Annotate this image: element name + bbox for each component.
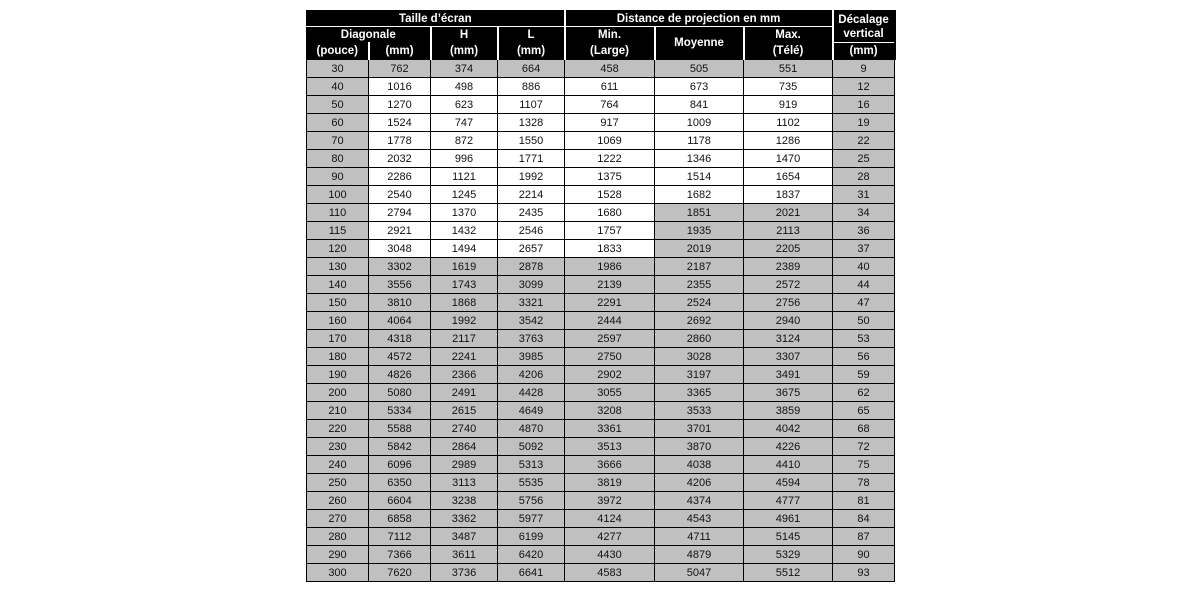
cell-diagonal-inch: 140 (307, 276, 369, 294)
cell-diagonal-mm: 3302 (369, 258, 431, 276)
table-row (307, 420, 895, 438)
cell-vertical-offset: 56 (833, 348, 895, 366)
cell-min-large: 611 (565, 78, 655, 96)
cell-max-tele: 2940 (744, 312, 833, 330)
unit-offset-mm: (mm) (833, 43, 895, 60)
cell-h-mm: 3113 (431, 474, 498, 492)
table-row (307, 510, 895, 528)
cell-h-mm: 498 (431, 78, 498, 96)
cell-min-large: 2902 (565, 366, 655, 384)
cell-h-mm: 2117 (431, 330, 498, 348)
cell-l-mm: 1328 (498, 114, 565, 132)
cell-h-mm: 3238 (431, 492, 498, 510)
unit-max-tele: (Télé) (744, 43, 833, 60)
cell-average: 1682 (655, 186, 744, 204)
cell-diagonal-inch: 260 (307, 492, 369, 510)
table-row (307, 78, 895, 96)
table-row (307, 348, 895, 366)
cell-vertical-offset: 50 (833, 312, 895, 330)
cell-diagonal-inch: 115 (307, 222, 369, 240)
cell-min-large: 1069 (565, 132, 655, 150)
table-row (307, 96, 895, 114)
cell-average: 841 (655, 96, 744, 114)
cell-diagonal-inch: 170 (307, 330, 369, 348)
cell-diagonal-mm: 5080 (369, 384, 431, 402)
cell-vertical-offset: 19 (833, 114, 895, 132)
cell-diagonal-inch: 240 (307, 456, 369, 474)
table-row (307, 474, 895, 492)
cell-diagonal-mm: 4572 (369, 348, 431, 366)
header-max: Max. (744, 27, 833, 43)
table-row (307, 438, 895, 456)
cell-average: 1178 (655, 132, 744, 150)
cell-max-tele: 3124 (744, 330, 833, 348)
cell-l-mm: 886 (498, 78, 565, 96)
table-body (307, 60, 895, 582)
cell-average: 2019 (655, 240, 744, 258)
cell-diagonal-mm: 4064 (369, 312, 431, 330)
cell-diagonal-inch: 160 (307, 312, 369, 330)
cell-max-tele: 3307 (744, 348, 833, 366)
table-row (307, 402, 895, 420)
cell-average: 673 (655, 78, 744, 96)
cell-diagonal-mm: 7112 (369, 528, 431, 546)
cell-average: 3870 (655, 438, 744, 456)
cell-average: 2692 (655, 312, 744, 330)
cell-l-mm: 2657 (498, 240, 565, 258)
cell-h-mm: 1619 (431, 258, 498, 276)
cell-vertical-offset: 44 (833, 276, 895, 294)
cell-vertical-offset: 53 (833, 330, 895, 348)
cell-diagonal-inch: 120 (307, 240, 369, 258)
cell-max-tele: 4410 (744, 456, 833, 474)
cell-diagonal-mm: 7620 (369, 564, 431, 582)
cell-diagonal-inch: 230 (307, 438, 369, 456)
cell-average: 1851 (655, 204, 744, 222)
table-row (307, 330, 895, 348)
cell-h-mm: 2366 (431, 366, 498, 384)
cell-min-large: 3819 (565, 474, 655, 492)
cell-average: 4711 (655, 528, 744, 546)
table-row (307, 384, 895, 402)
header-average: Moyenne (655, 27, 744, 60)
cell-max-tele: 1102 (744, 114, 833, 132)
cell-average: 1935 (655, 222, 744, 240)
cell-min-large: 4583 (565, 564, 655, 582)
cell-diagonal-inch: 190 (307, 366, 369, 384)
table-row (307, 204, 895, 222)
cell-max-tele: 4042 (744, 420, 833, 438)
cell-h-mm: 2740 (431, 420, 498, 438)
cell-average: 2524 (655, 294, 744, 312)
cell-vertical-offset: 90 (833, 546, 895, 564)
cell-max-tele: 1286 (744, 132, 833, 150)
cell-diagonal-mm: 5842 (369, 438, 431, 456)
cell-min-large: 3055 (565, 384, 655, 402)
cell-diagonal-inch: 150 (307, 294, 369, 312)
cell-h-mm: 1121 (431, 168, 498, 186)
cell-vertical-offset: 40 (833, 258, 895, 276)
cell-average: 5047 (655, 564, 744, 582)
cell-average: 4879 (655, 546, 744, 564)
cell-average: 505 (655, 60, 744, 78)
cell-diagonal-inch: 100 (307, 186, 369, 204)
cell-vertical-offset: 93 (833, 564, 895, 582)
cell-vertical-offset: 34 (833, 204, 895, 222)
cell-average: 4038 (655, 456, 744, 474)
cell-max-tele: 2205 (744, 240, 833, 258)
cell-average: 4206 (655, 474, 744, 492)
cell-l-mm: 5977 (498, 510, 565, 528)
cell-h-mm: 3362 (431, 510, 498, 528)
cell-vertical-offset: 47 (833, 294, 895, 312)
unit-l-mm: (mm) (498, 43, 565, 60)
cell-h-mm: 3611 (431, 546, 498, 564)
cell-diagonal-inch: 90 (307, 168, 369, 186)
cell-average: 3028 (655, 348, 744, 366)
cell-min-large: 917 (565, 114, 655, 132)
cell-min-large: 1986 (565, 258, 655, 276)
cell-h-mm: 1743 (431, 276, 498, 294)
unit-diagonal-inch: (pouce) (307, 43, 369, 60)
cell-diagonal-mm: 2286 (369, 168, 431, 186)
cell-average: 2355 (655, 276, 744, 294)
cell-diagonal-inch: 80 (307, 150, 369, 168)
cell-max-tele: 919 (744, 96, 833, 114)
cell-max-tele: 2021 (744, 204, 833, 222)
cell-average: 3197 (655, 366, 744, 384)
table-row (307, 564, 895, 582)
cell-diagonal-inch: 200 (307, 384, 369, 402)
cell-min-large: 3666 (565, 456, 655, 474)
cell-min-large: 4124 (565, 510, 655, 528)
cell-diagonal-inch: 210 (307, 402, 369, 420)
cell-h-mm: 1868 (431, 294, 498, 312)
cell-min-large: 2291 (565, 294, 655, 312)
cell-min-large: 2597 (565, 330, 655, 348)
cell-l-mm: 2878 (498, 258, 565, 276)
table-row (307, 60, 895, 78)
cell-h-mm: 1432 (431, 222, 498, 240)
cell-diagonal-mm: 1524 (369, 114, 431, 132)
cell-max-tele: 4961 (744, 510, 833, 528)
cell-l-mm: 1992 (498, 168, 565, 186)
cell-diagonal-mm: 6350 (369, 474, 431, 492)
header-diagonal: Diagonale (307, 27, 431, 43)
header-vertical-offset: Décalage vertical (833, 11, 895, 43)
cell-l-mm: 5756 (498, 492, 565, 510)
cell-diagonal-inch: 70 (307, 132, 369, 150)
table-row (307, 114, 895, 132)
cell-l-mm: 3542 (498, 312, 565, 330)
cell-h-mm: 2491 (431, 384, 498, 402)
cell-diagonal-inch: 250 (307, 474, 369, 492)
cell-vertical-offset: 81 (833, 492, 895, 510)
cell-vertical-offset: 72 (833, 438, 895, 456)
cell-l-mm: 1107 (498, 96, 565, 114)
unit-diagonal-mm: (mm) (369, 43, 431, 60)
cell-diagonal-mm: 3810 (369, 294, 431, 312)
cell-l-mm: 1550 (498, 132, 565, 150)
table-row (307, 312, 895, 330)
cell-vertical-offset: 22 (833, 132, 895, 150)
cell-diagonal-mm: 1270 (369, 96, 431, 114)
cell-vertical-offset: 25 (833, 150, 895, 168)
table-row (307, 150, 895, 168)
cell-diagonal-mm: 5334 (369, 402, 431, 420)
cell-diagonal-mm: 6096 (369, 456, 431, 474)
unit-min-large: (Large) (565, 43, 655, 60)
cell-average: 1009 (655, 114, 744, 132)
table-row (307, 492, 895, 510)
cell-l-mm: 4649 (498, 402, 565, 420)
cell-max-tele: 3859 (744, 402, 833, 420)
cell-min-large: 1757 (565, 222, 655, 240)
cell-max-tele: 2572 (744, 276, 833, 294)
cell-diagonal-mm: 6604 (369, 492, 431, 510)
cell-h-mm: 1494 (431, 240, 498, 258)
cell-h-mm: 3736 (431, 564, 498, 582)
cell-h-mm: 623 (431, 96, 498, 114)
cell-diagonal-mm: 762 (369, 60, 431, 78)
cell-min-large: 2444 (565, 312, 655, 330)
cell-min-large: 764 (565, 96, 655, 114)
cell-h-mm: 872 (431, 132, 498, 150)
cell-diagonal-mm: 1778 (369, 132, 431, 150)
cell-vertical-offset: 36 (833, 222, 895, 240)
cell-l-mm: 3321 (498, 294, 565, 312)
cell-average: 3701 (655, 420, 744, 438)
cell-diagonal-inch: 110 (307, 204, 369, 222)
cell-diagonal-mm: 1016 (369, 78, 431, 96)
cell-l-mm: 6641 (498, 564, 565, 582)
cell-min-large: 2139 (565, 276, 655, 294)
cell-diagonal-mm: 2032 (369, 150, 431, 168)
cell-diagonal-mm: 7366 (369, 546, 431, 564)
cell-l-mm: 6199 (498, 528, 565, 546)
table-row (307, 276, 895, 294)
cell-vertical-offset: 87 (833, 528, 895, 546)
cell-vertical-offset: 9 (833, 60, 895, 78)
cell-min-large: 3513 (565, 438, 655, 456)
header-l: L (498, 27, 565, 43)
cell-diagonal-mm: 2540 (369, 186, 431, 204)
cell-l-mm: 5535 (498, 474, 565, 492)
cell-diagonal-inch: 270 (307, 510, 369, 528)
cell-min-large: 2750 (565, 348, 655, 366)
cell-h-mm: 2241 (431, 348, 498, 366)
cell-l-mm: 2546 (498, 222, 565, 240)
cell-average: 4374 (655, 492, 744, 510)
cell-l-mm: 5313 (498, 456, 565, 474)
cell-diagonal-mm: 2921 (369, 222, 431, 240)
cell-min-large: 1833 (565, 240, 655, 258)
cell-diagonal-inch: 130 (307, 258, 369, 276)
table-row (307, 528, 895, 546)
cell-l-mm: 2214 (498, 186, 565, 204)
cell-l-mm: 2435 (498, 204, 565, 222)
cell-max-tele: 735 (744, 78, 833, 96)
cell-min-large: 1528 (565, 186, 655, 204)
cell-diagonal-mm: 4826 (369, 366, 431, 384)
header-min: Min. (565, 27, 655, 43)
cell-diagonal-inch: 60 (307, 114, 369, 132)
cell-diagonal-inch: 40 (307, 78, 369, 96)
header-projection-distance: Distance de projection en mm (565, 11, 833, 27)
cell-l-mm: 6420 (498, 546, 565, 564)
cell-l-mm: 4870 (498, 420, 565, 438)
cell-h-mm: 1992 (431, 312, 498, 330)
cell-vertical-offset: 28 (833, 168, 895, 186)
cell-max-tele: 2113 (744, 222, 833, 240)
cell-min-large: 4277 (565, 528, 655, 546)
cell-diagonal-mm: 4318 (369, 330, 431, 348)
cell-max-tele: 551 (744, 60, 833, 78)
cell-diagonal-mm: 2794 (369, 204, 431, 222)
cell-diagonal-inch: 290 (307, 546, 369, 564)
unit-h-mm: (mm) (431, 43, 498, 60)
cell-min-large: 1222 (565, 150, 655, 168)
header-h: H (431, 27, 498, 43)
cell-diagonal-mm: 6858 (369, 510, 431, 528)
table-row (307, 222, 895, 240)
cell-max-tele: 2756 (744, 294, 833, 312)
cell-max-tele: 5329 (744, 546, 833, 564)
cell-diagonal-mm: 3556 (369, 276, 431, 294)
cell-vertical-offset: 12 (833, 78, 895, 96)
cell-h-mm: 2615 (431, 402, 498, 420)
cell-l-mm: 4428 (498, 384, 565, 402)
table-row (307, 546, 895, 564)
cell-average: 1514 (655, 168, 744, 186)
cell-vertical-offset: 84 (833, 510, 895, 528)
cell-vertical-offset: 31 (833, 186, 895, 204)
cell-diagonal-inch: 30 (307, 60, 369, 78)
cell-h-mm: 996 (431, 150, 498, 168)
cell-average: 2187 (655, 258, 744, 276)
cell-l-mm: 1771 (498, 150, 565, 168)
cell-vertical-offset: 65 (833, 402, 895, 420)
cell-average: 3365 (655, 384, 744, 402)
cell-average: 3533 (655, 402, 744, 420)
cell-max-tele: 4594 (744, 474, 833, 492)
cell-vertical-offset: 68 (833, 420, 895, 438)
cell-max-tele: 2389 (744, 258, 833, 276)
cell-vertical-offset: 59 (833, 366, 895, 384)
cell-max-tele: 1837 (744, 186, 833, 204)
cell-h-mm: 1370 (431, 204, 498, 222)
table-row (307, 240, 895, 258)
cell-h-mm: 1245 (431, 186, 498, 204)
cell-average: 1346 (655, 150, 744, 168)
cell-vertical-offset: 16 (833, 96, 895, 114)
cell-diagonal-inch: 50 (307, 96, 369, 114)
cell-min-large: 3972 (565, 492, 655, 510)
table-row (307, 294, 895, 312)
cell-h-mm: 3487 (431, 528, 498, 546)
table-row (307, 132, 895, 150)
cell-min-large: 4430 (565, 546, 655, 564)
cell-max-tele: 5512 (744, 564, 833, 582)
cell-max-tele: 3675 (744, 384, 833, 402)
table-header (307, 11, 895, 60)
table-row (307, 168, 895, 186)
cell-diagonal-inch: 220 (307, 420, 369, 438)
cell-vertical-offset: 78 (833, 474, 895, 492)
table-row (307, 186, 895, 204)
cell-l-mm: 3099 (498, 276, 565, 294)
cell-max-tele: 4777 (744, 492, 833, 510)
table-row (307, 456, 895, 474)
cell-min-large: 1375 (565, 168, 655, 186)
table-row (307, 258, 895, 276)
cell-max-tele: 4226 (744, 438, 833, 456)
table-row (307, 366, 895, 384)
cell-diagonal-mm: 3048 (369, 240, 431, 258)
cell-min-large: 1680 (565, 204, 655, 222)
cell-h-mm: 2864 (431, 438, 498, 456)
cell-diagonal-mm: 5588 (369, 420, 431, 438)
cell-min-large: 3208 (565, 402, 655, 420)
cell-min-large: 3361 (565, 420, 655, 438)
cell-h-mm: 747 (431, 114, 498, 132)
cell-l-mm: 3763 (498, 330, 565, 348)
cell-max-tele: 3491 (744, 366, 833, 384)
cell-max-tele: 5145 (744, 528, 833, 546)
cell-diagonal-inch: 280 (307, 528, 369, 546)
cell-min-large: 458 (565, 60, 655, 78)
cell-average: 2860 (655, 330, 744, 348)
cell-h-mm: 2989 (431, 456, 498, 474)
cell-max-tele: 1470 (744, 150, 833, 168)
cell-vertical-offset: 75 (833, 456, 895, 474)
cell-vertical-offset: 62 (833, 384, 895, 402)
cell-vertical-offset: 37 (833, 240, 895, 258)
cell-l-mm: 3985 (498, 348, 565, 366)
cell-average: 4543 (655, 510, 744, 528)
header-screen-size: Taille d’écran (307, 11, 565, 27)
cell-diagonal-inch: 180 (307, 348, 369, 366)
projection-distance-table (306, 10, 896, 582)
cell-l-mm: 664 (498, 60, 565, 78)
cell-h-mm: 374 (431, 60, 498, 78)
cell-max-tele: 1654 (744, 168, 833, 186)
cell-l-mm: 4206 (498, 366, 565, 384)
cell-l-mm: 5092 (498, 438, 565, 456)
cell-diagonal-inch: 300 (307, 564, 369, 582)
